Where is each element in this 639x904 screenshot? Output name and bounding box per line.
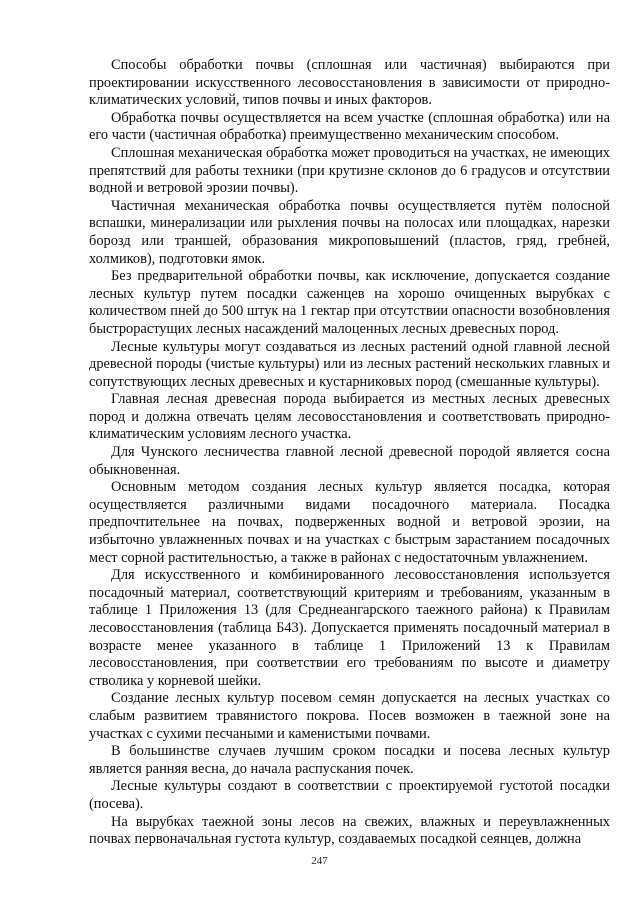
paragraph: В большинстве случаев лучшим сроком посадки и посева лесных культур является ранняя весна, до начала распускания почек. xyxy=(89,743,610,777)
document-body xyxy=(89,57,610,849)
paragraph: Для искусственного и комбинированного лесовосстановления используется посадочный материал, соответствующий критериям и требованиям, указанным в таблице 1 Приложения 13 (для Среднеангарского таежного района) к Правилам лесовосстановления (таблица Б43). Допускается применять посадочный материал в возрасте менее указанного в таблице 1 Приложений 13 к Правилам лесовосстановления, при соответствии его требованиям по высоте и диаметру стволика у корневой шейки. xyxy=(89,567,610,689)
paragraph: Создание лесных культур посевом семян допускается на лесных участках со слабым развитием травянистого покрова. Посев возможен в таежной зоне на участках с сухими песчаными и каменистыми почвами. xyxy=(89,690,610,742)
paragraph: Для Чунского лесничества главной лесной древесной породой является сосна обыкновенная. xyxy=(89,444,610,478)
page-number: 247 xyxy=(311,855,328,867)
paragraph: Обработка почвы осуществляется на всем участке (сплошная обработка) или на его части (частичная обработка) преимущественно механическим способом. xyxy=(89,109,610,144)
paragraph: Способы обработки почвы (сплошная или частичная) выбираются при проектировании искусственного лесовосстановления в зависимости от природно-климатических условий, типов почвы и иных факторов. xyxy=(89,57,610,109)
paragraph: Основным методом создания лесных культур является посадка, которая осуществляется различными видами посадочного материала. Посадка предпочтительнее на почвах, подверженных водной и ветровой эрозии, на избыточно увлажненных почвах и на участках с быстрым зарастанием посадочных мест сорной растительностью, а также в районах с недостаточным увлажнением. xyxy=(89,479,610,566)
paragraph: Лесные культуры могут создаваться из лесных растений одной главной лесной древесной породы (чистые культуры) или из лесных растений нескольких главных и сопутствующих лесных древесных и кустарниковых пород (смешанные культуры). xyxy=(89,338,610,390)
paragraph: На вырубках таежной зоны лесов на свежих, влажных и переувлажненных почвах первоначальная густота культур, создаваемых посадкой сеянцев, должна xyxy=(89,813,610,848)
paragraph: Сплошная механическая обработка может проводиться на участках, не имеющих препятствий для работы техники (при крутизне склонов до 6 градусов и отсутствии водной и ветровой эрозии почвы). xyxy=(89,144,610,197)
paragraph: Частичная механическая обработка почвы осуществляется путём полосной вспашки, минерализации или рыхления почвы на полосах или площадках, нарезки борозд или траншей, образования микроповышений (пластов, гряд, гребней, холмиков), подготовки ямок. xyxy=(89,197,610,267)
paragraph: Без предварительной обработки почвы, как исключение, допускается создание лесных культур путем посадки саженцев на хорошо очищенных вырубках с количеством пней до 500 штук на 1 гектар при отсутствии опасности возобновления быстрорастущих лесных насаждений малоценных лесных древесных пород. xyxy=(89,268,610,337)
paragraph: Лесные культуры создают в соответствии с проектируемой густотой посадки (посева). xyxy=(89,778,610,812)
paragraph: Главная лесная древесная порода выбирается из местных лесных древесных пород и должна отвечать целям лесовосстановления и соответствовать природно-климатическим условиям лесного участка. xyxy=(89,391,610,443)
